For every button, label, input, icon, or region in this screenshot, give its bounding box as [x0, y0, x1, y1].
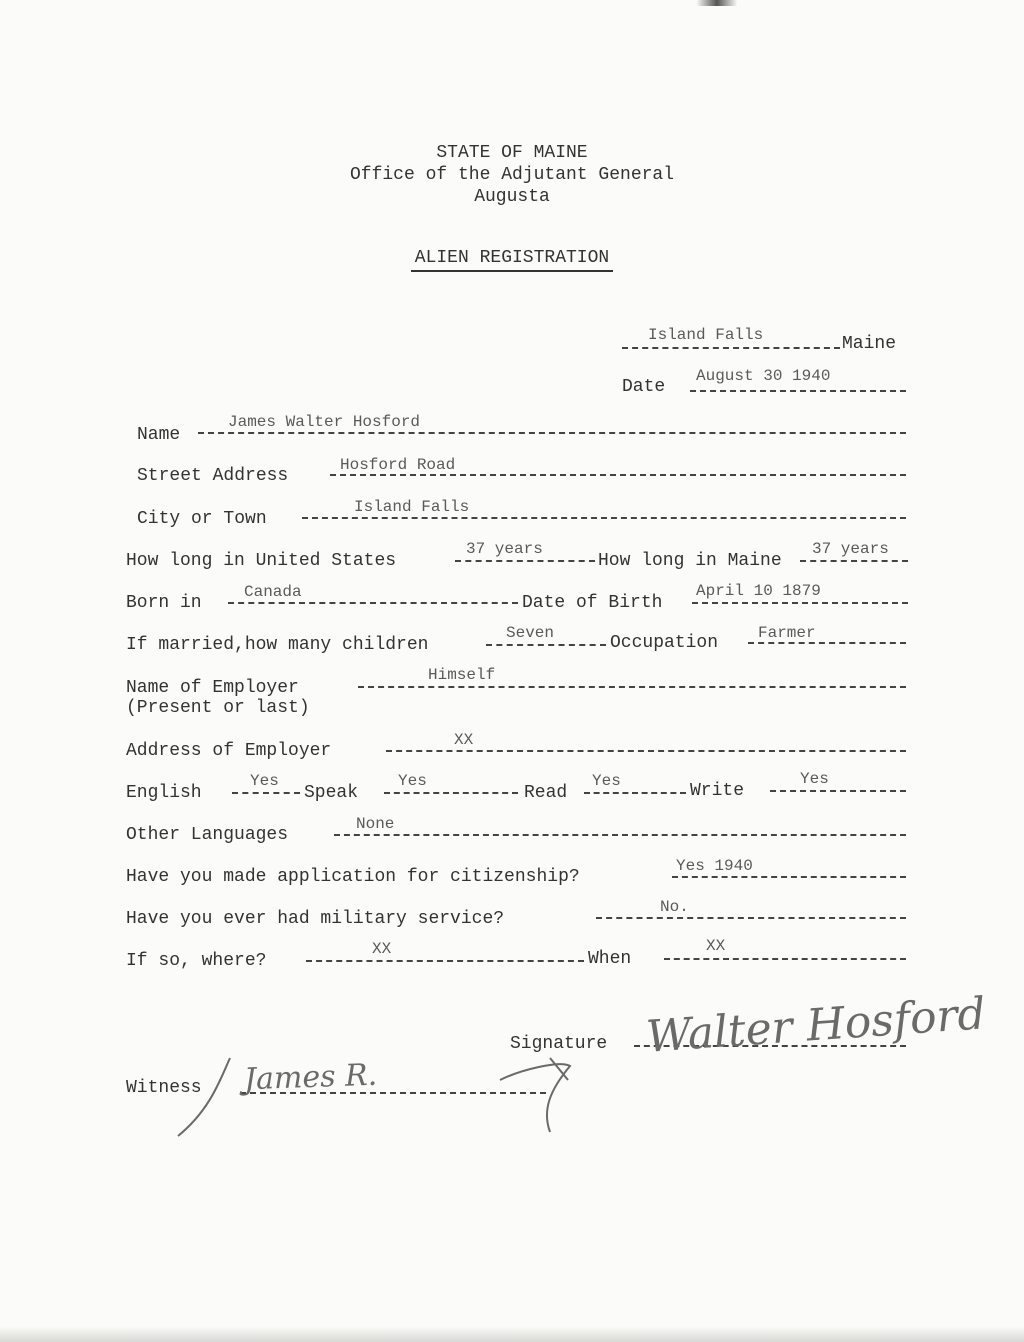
- where-value: XX: [372, 940, 392, 958]
- date-line: [690, 390, 906, 392]
- english-line-rule: [232, 792, 300, 794]
- scan-bottom-edge: [0, 1326, 1024, 1342]
- scan-edge: [0, 0, 1024, 6]
- born-value: Canada: [244, 583, 302, 601]
- name-value: James Walter Hosford: [228, 413, 421, 431]
- occupation-line: [748, 642, 906, 644]
- us-long-line: [455, 560, 595, 562]
- write-value: Yes: [800, 770, 829, 788]
- speak-line: [384, 792, 518, 794]
- street-value: Hosford Road: [340, 456, 456, 474]
- citizenship-value: Yes 1940: [676, 857, 753, 875]
- header-office: Office of the Adjutant General: [349, 165, 675, 185]
- place-line: [622, 347, 840, 349]
- children-label: If married,how many children: [126, 635, 429, 655]
- when-value: XX: [706, 937, 726, 955]
- me-long-label: How long in Maine: [598, 551, 782, 571]
- where-line: [306, 960, 584, 962]
- children-line: [486, 644, 606, 646]
- employer-addr-value: XX: [454, 731, 474, 749]
- born-line: [228, 602, 518, 604]
- us-long-label: How long in United States: [126, 551, 397, 571]
- employer-line: [358, 686, 906, 688]
- name-label: Name: [137, 425, 181, 445]
- witness-scribble: [170, 1040, 590, 1140]
- write-label: Write: [690, 781, 745, 801]
- speak-label: Speak: [304, 783, 359, 803]
- when-line: [664, 958, 906, 960]
- dob-label: Date of Birth: [522, 593, 663, 613]
- witness-label: Witness: [126, 1078, 202, 1098]
- employer-value: Himself: [428, 666, 496, 684]
- witness-stroke-left: [178, 1058, 230, 1136]
- english-label: English: [126, 783, 202, 803]
- place-state-label: Maine: [842, 334, 897, 354]
- employer-sublabel: (Present or last): [126, 698, 310, 718]
- header-city: Augusta: [474, 187, 550, 207]
- me-long-value: 37 years: [812, 540, 889, 558]
- read-label: Read: [524, 783, 568, 803]
- name-line: [198, 432, 906, 434]
- employer-addr-label: Address of Employer: [126, 741, 332, 761]
- other-lang-value: None: [356, 815, 395, 833]
- read-value: Yes: [592, 772, 621, 790]
- header-state: STATE OF MAINE: [436, 143, 588, 163]
- date-value: August 30 1940: [696, 367, 831, 385]
- read-line: [584, 792, 686, 794]
- other-lang-label: Other Languages: [126, 825, 289, 845]
- when-label: When: [588, 949, 632, 969]
- speak-value: Yes: [398, 772, 427, 790]
- form-title-text: ALIEN REGISTRATION: [411, 248, 613, 272]
- english-value: Yes: [250, 772, 279, 790]
- military-label: Have you ever had military service?: [126, 909, 505, 929]
- occupation-label: Occupation: [610, 633, 719, 653]
- place-town-value: Island Falls: [648, 326, 764, 344]
- me-long-line: [800, 560, 908, 562]
- street-label: Street Address: [137, 466, 289, 486]
- occupation-value: Farmer: [758, 624, 816, 642]
- city-line: [302, 517, 906, 519]
- street-line: [330, 474, 906, 476]
- citizenship-label: Have you made application for citizenship?: [126, 867, 580, 887]
- signature-label: Signature: [510, 1034, 608, 1054]
- employer-addr-line: [386, 750, 906, 752]
- city-label: City or Town: [137, 509, 267, 529]
- dob-value: April 10 1879: [696, 582, 821, 600]
- children-value: Seven: [506, 624, 555, 642]
- citizenship-line: [672, 876, 906, 878]
- born-label: Born in: [126, 593, 202, 613]
- military-value: No.: [660, 898, 689, 916]
- write-line: [770, 790, 906, 792]
- dob-line: [692, 602, 908, 604]
- where-label: If so, where?: [126, 951, 267, 971]
- city-value: Island Falls: [354, 498, 470, 516]
- witness-signature: James R.: [243, 1057, 378, 1098]
- form-title: [0, 248, 1024, 268]
- witness-stroke-tick: [550, 1058, 568, 1080]
- military-line: [596, 917, 906, 919]
- employer-label: Name of Employer: [126, 678, 299, 698]
- us-long-value: 37 years: [466, 540, 543, 558]
- witness-stroke-right: [500, 1064, 570, 1132]
- date-label: Date: [622, 377, 666, 397]
- other-lang-line: [334, 834, 906, 836]
- signature-value: Walter Hosford: [644, 988, 988, 1063]
